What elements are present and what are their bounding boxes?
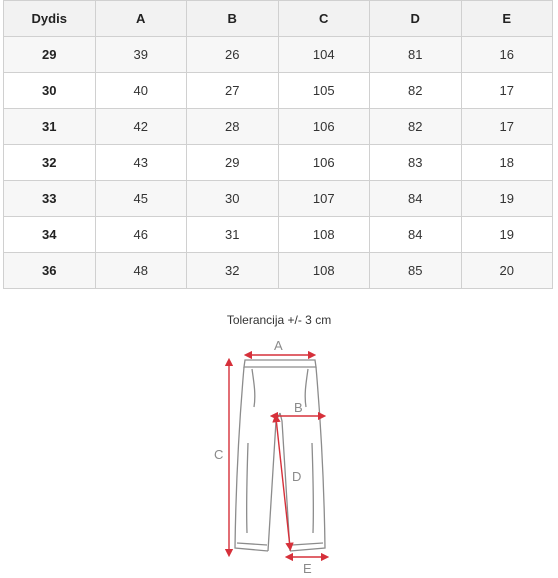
table-row [4,217,553,253]
value-cell: 105 [278,73,370,109]
value-cell: 29 [187,145,279,181]
size-chart-table [3,0,553,289]
value-cell: 107 [278,181,370,217]
label-c: C [214,447,224,462]
pants-measurement-diagram [210,333,350,578]
value-cell: 18 [461,145,553,181]
label-e: E [303,561,312,576]
value-cell: 45 [95,181,187,217]
value-cell: 19 [461,181,553,217]
value-cell: 30 [187,181,279,217]
label-b: B [294,400,303,415]
value-cell: 31 [187,217,279,253]
size-cell: 33 [4,181,96,217]
value-cell: 32 [187,253,279,289]
label-a: A [274,338,283,353]
value-cell: 42 [95,109,187,145]
tolerance-note: Tolerancija +/- 3 cm [226,313,332,327]
value-cell: 26 [187,37,279,73]
header-a: A [95,1,187,37]
value-cell: 83 [370,145,462,181]
table-row [4,109,553,145]
value-cell: 27 [187,73,279,109]
table-row [4,253,553,289]
label-d: D [292,469,302,484]
value-cell: 17 [461,109,553,145]
value-cell: 39 [95,37,187,73]
size-cell: 32 [4,145,96,181]
value-cell: 19 [461,217,553,253]
size-cell: 36 [4,253,96,289]
value-cell: 81 [370,37,462,73]
header-b: B [187,1,279,37]
value-cell: 104 [278,37,370,73]
value-cell: 17 [461,73,553,109]
value-cell: 108 [278,217,370,253]
size-cell: 29 [4,37,96,73]
measurement-arrows [229,355,325,557]
size-cell: 34 [4,217,96,253]
table-row [4,145,553,181]
value-cell: 84 [370,181,462,217]
header-size: Dydis [4,1,96,37]
table-row [4,37,553,73]
header-c: C [278,1,370,37]
size-cell: 31 [4,109,96,145]
value-cell: 82 [370,109,462,145]
value-cell: 85 [370,253,462,289]
value-cell: 106 [278,109,370,145]
table-row [4,73,553,109]
value-cell: 48 [95,253,187,289]
size-cell: 30 [4,73,96,109]
value-cell: 28 [187,109,279,145]
value-cell: 46 [95,217,187,253]
value-cell: 43 [95,145,187,181]
table-row [4,181,553,217]
header-d: D [370,1,462,37]
value-cell: 16 [461,37,553,73]
table-header-row [4,1,553,37]
value-cell: 40 [95,73,187,109]
value-cell: 108 [278,253,370,289]
value-cell: 20 [461,253,553,289]
header-e: E [461,1,553,37]
value-cell: 82 [370,73,462,109]
value-cell: 84 [370,217,462,253]
value-cell: 106 [278,145,370,181]
